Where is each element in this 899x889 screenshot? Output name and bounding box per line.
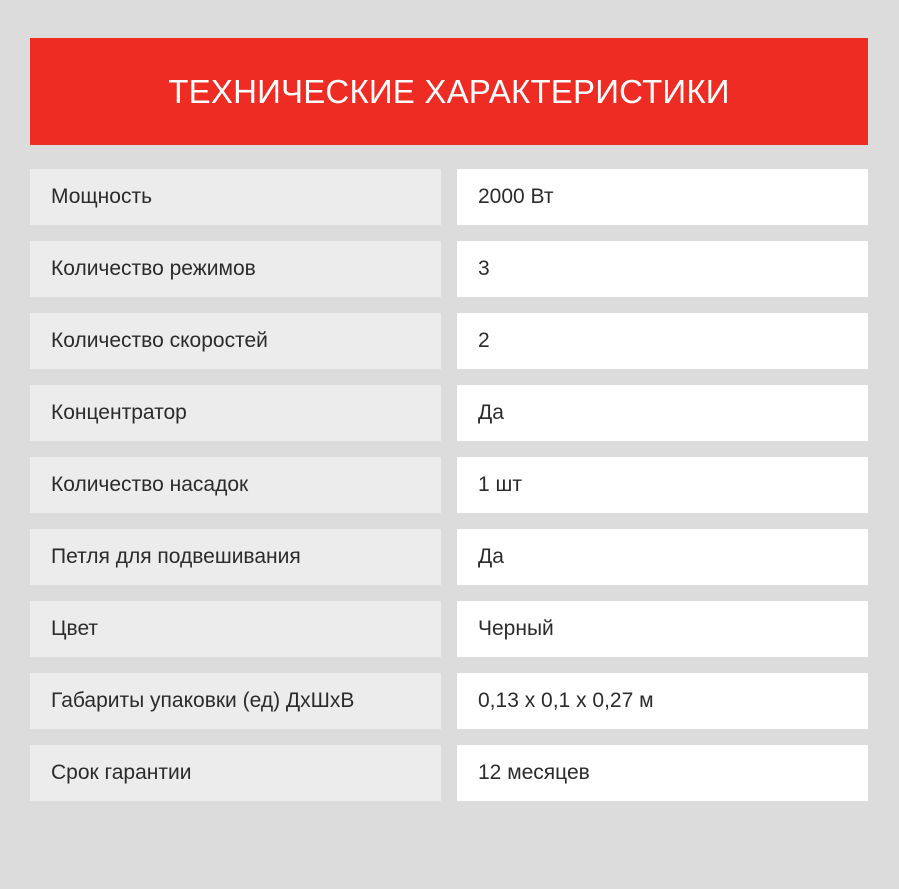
spec-row [30,169,868,225]
spec-table [30,169,868,817]
spec-value: Черный [457,601,868,657]
spec-value: Да [457,529,868,585]
spec-row [30,313,868,369]
spec-row [30,601,868,657]
spec-row [30,529,868,585]
spec-row [30,241,868,297]
spec-label: Петля для подвешивания [30,529,441,585]
spec-row [30,385,868,441]
spec-label: Концентратор [30,385,441,441]
spec-label: Срок гарантии [30,745,441,801]
spec-row [30,457,868,513]
spec-label: Количество скоростей [30,313,441,369]
spec-label: Цвет [30,601,441,657]
spec-label: Количество режимов [30,241,441,297]
spec-row [30,673,868,729]
spec-label: Количество насадок [30,457,441,513]
spec-label: Габариты упаковки (ед) ДхШхВ [30,673,441,729]
spec-value: 12 месяцев [457,745,868,801]
page-title: ТЕХНИЧЕСКИЕ ХАРАКТЕРИСТИКИ [168,72,730,110]
spec-header-banner [30,38,868,145]
spec-label: Мощность [30,169,441,225]
spec-row [30,745,868,801]
spec-value: 0,13 х 0,1 х 0,27 м [457,673,868,729]
spec-value: 1 шт [457,457,868,513]
spec-value: 2000 Вт [457,169,868,225]
spec-value: 2 [457,313,868,369]
spec-value: 3 [457,241,868,297]
spec-value: Да [457,385,868,441]
